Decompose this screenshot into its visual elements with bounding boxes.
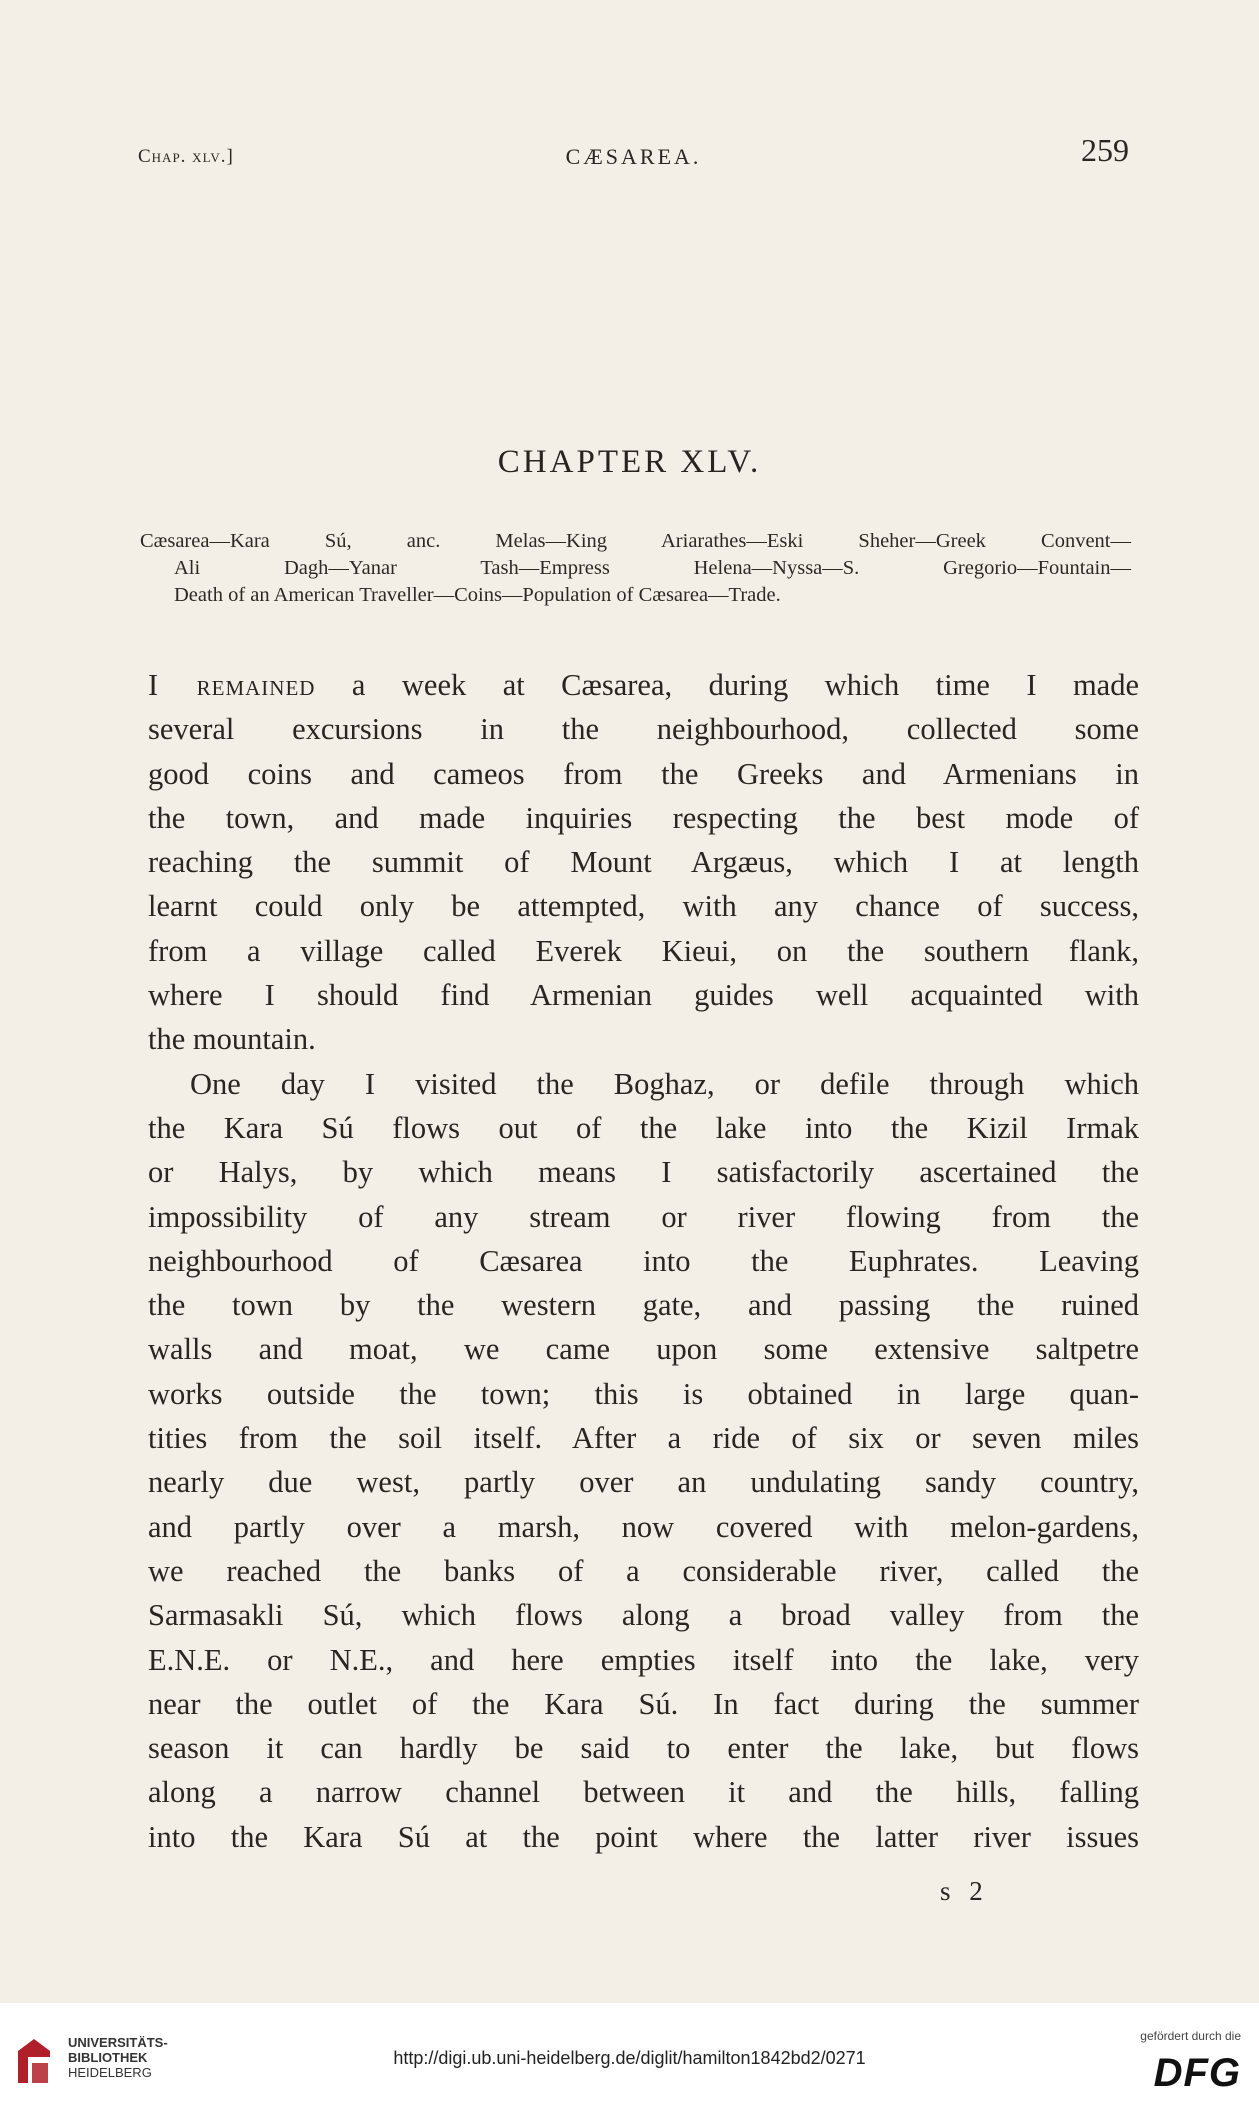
body-line: Sarmasakli Sú, which flows along a broad valley from the bbox=[148, 1598, 1139, 1633]
body-line: impossibility of any stream or river flowing from the bbox=[148, 1199, 1139, 1234]
body-line: near the outlet of the Kara Sú. In fact during the summer bbox=[148, 1686, 1139, 1721]
body-line: the town, and made inquiries respecting the best mode of bbox=[148, 800, 1139, 835]
body-line: or Halys, by which means I satisfactorily ascertained the bbox=[148, 1155, 1139, 1190]
body-line: from a village called Everek Kieui, on the southern flank, bbox=[148, 933, 1139, 968]
body-line: the mountain. bbox=[148, 1022, 316, 1057]
running-head-title: CÆSAREA. bbox=[565, 144, 702, 169]
synopsis-line: Death of an American Traveller—Coins—Population of Cæsarea—Trade. bbox=[174, 584, 781, 606]
body-line: several excursions in the neighbourhood, collected some bbox=[148, 712, 1139, 747]
body-line: good coins and cameos from the Greeks and Armenians in bbox=[148, 756, 1139, 791]
chapter-synopsis bbox=[140, 528, 1131, 609]
body-line: into the Kara Sú at the point where the latter river issues bbox=[148, 1819, 1139, 1854]
body-line: a week at Cæsarea, during which time I made bbox=[315, 668, 1140, 702]
synopsis-line: Cæsarea—Kara Sú, anc. Melas—King Ariarathes—Eski Sheher—Greek Convent— bbox=[140, 530, 1131, 552]
body-line: reaching the summit of Mount Argæus, which I at length bbox=[148, 845, 1139, 880]
body-line: and partly over a marsh, now covered with melon-gardens, bbox=[148, 1509, 1139, 1544]
body-line: learnt could only be attempted, with any chance of success, bbox=[148, 889, 1139, 924]
chapter-title: CHAPTER XLV. bbox=[497, 444, 762, 480]
viewer-footer bbox=[0, 2003, 1259, 2103]
body-line: works outside the town; this is obtained in large quan- bbox=[148, 1376, 1139, 1411]
permalink-url[interactable]: http://digi.ub.uni-heidelberg.de/diglit/hamilton1842bd2/0271 bbox=[393, 2048, 866, 2068]
institution-line: UNIVERSITÄTS- bbox=[68, 2035, 168, 2050]
body-line: E.N.E. or N.E., and here empties itself into the lake, very bbox=[148, 1642, 1139, 1677]
body-line: the town by the western gate, and passing the ruined bbox=[148, 1288, 1139, 1323]
opening-words: I remained bbox=[148, 668, 316, 702]
body-line: season it can hardly be said to enter the lake, but flows bbox=[148, 1731, 1139, 1766]
body-line: where I should find Armenian guides well acquainted with bbox=[148, 978, 1139, 1013]
synopsis-line: Ali Dagh—Yanar Tash—Empress Helena—Nyssa—S. Gregorio—Fountain— bbox=[174, 557, 1131, 579]
institution-line: BIBLIOTHEK bbox=[68, 2050, 148, 2065]
body-line: One day I visited the Boghaz, or defile through which bbox=[190, 1066, 1139, 1101]
signature-mark: s 2 bbox=[940, 1876, 989, 1906]
body-line-first bbox=[148, 663, 1139, 707]
running-head-chapter: Chap. xlv.] bbox=[138, 146, 234, 167]
body-line: nearly due west, partly over an undulating sandy country, bbox=[148, 1465, 1139, 1500]
body-line: we reached the banks of a considerable river, called the bbox=[148, 1553, 1139, 1588]
body-text bbox=[148, 663, 1139, 1859]
body-line: tities from the soil itself. After a ride of six or seven miles bbox=[148, 1421, 1139, 1456]
funded-by-label: gefördert durch die bbox=[1140, 2029, 1241, 2043]
running-head bbox=[138, 132, 1129, 172]
page-number: 259 bbox=[1081, 132, 1129, 168]
body-line: neighbourhood of Cæsarea into the Euphrates. Leaving bbox=[148, 1243, 1139, 1278]
institution-line: HEIDELBERG bbox=[68, 2065, 152, 2080]
body-line: the Kara Sú flows out of the lake into the Kizil Irmak bbox=[148, 1110, 1139, 1145]
dfg-logo: DFG bbox=[1153, 2051, 1241, 2095]
body-line: along a narrow channel between it and the hills, falling bbox=[148, 1775, 1139, 1810]
body-line: walls and moat, we came upon some extensive saltpetre bbox=[148, 1332, 1139, 1367]
